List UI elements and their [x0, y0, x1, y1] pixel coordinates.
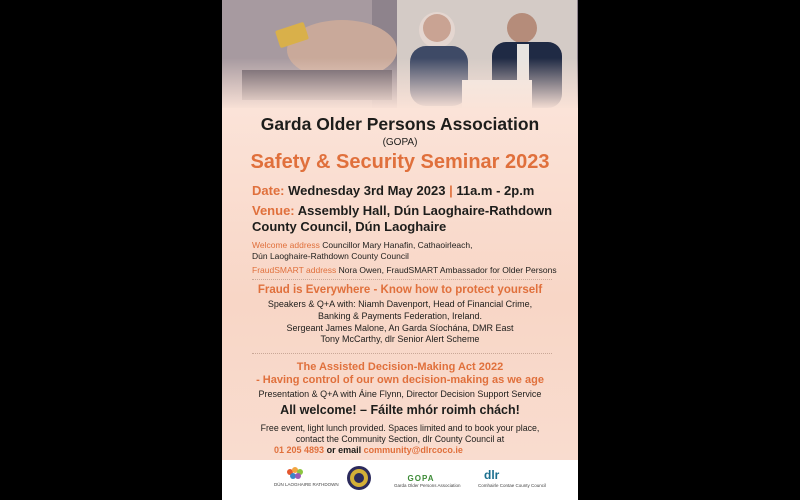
venue-line2: County Council, Dún Laoghaire: [252, 219, 447, 234]
booking-line2: contact the Community Section, dlr County Council at: [295, 434, 505, 444]
fraud-speakers-line2: Banking & Payments Federation, Ireland.: [317, 310, 483, 321]
fraudsmart-label: FraudSMART address: [252, 265, 337, 275]
gopa-logo-text: Garda Older Persons Association: [394, 483, 461, 488]
gopa-logo-letters: GOPA: [407, 474, 435, 483]
dlr-council-logo-text: Comhairle Contae County Council: [478, 483, 547, 488]
gopa-logo: [404, 468, 438, 482]
seminar-title: Safety & Security Seminar 2023: [250, 151, 550, 173]
organisation-name: Garda Older Persons Association: [260, 114, 540, 134]
dlr-rathdown-logo: [282, 464, 322, 484]
venue-block: [252, 203, 552, 235]
fraudsmart-value: Nora Owen, FraudSMART Ambassador for Older Persons: [338, 265, 557, 275]
act-presenter: Presentation & Q+A with Áine Flynn, Director Decision Support Service: [258, 389, 542, 399]
contact-line: [274, 445, 463, 455]
seminar-poster: [222, 0, 578, 500]
date-label: Date:: [252, 183, 285, 198]
venue-label: Venue:: [252, 203, 295, 218]
garda-crest-logo: [346, 465, 372, 491]
event-date-line: [252, 183, 534, 198]
act-session-title-line2: - Having control of our own decision-making as we age: [256, 374, 544, 386]
photo-fade-overlay: [222, 58, 578, 110]
booking-info: [222, 423, 578, 445]
date-time-separator: |: [449, 183, 453, 198]
venue-line1: Assembly Hall, Dún Laoghaire-Rathdown: [297, 203, 553, 218]
dlr-council-logo-letters: dlr: [484, 468, 500, 482]
header-photo: [222, 0, 578, 108]
time-value: 11a.m - 2p.m: [456, 183, 535, 198]
section-divider: [252, 279, 552, 280]
welcome-address-line1: Councillor Mary Hanafin, Cathaoirleach,: [322, 240, 473, 250]
booking-line1: Free event, light lunch provided. Spaces limited and to book your place,: [260, 423, 540, 433]
welcome-address-label: Welcome address: [252, 240, 320, 250]
logo-strip: [222, 460, 578, 500]
phone-number: 01 205 4893: [274, 445, 325, 455]
or-email-text: or email: [326, 445, 362, 455]
organisation-abbreviation: (GOPA): [382, 137, 418, 148]
fraudsmart-address: [252, 265, 557, 276]
welcome-address: [252, 240, 473, 262]
fraud-speakers-line1: Speakers & Q+A with: Niamh Davenport, Head of Financial Crime,: [267, 299, 533, 309]
date-value: Wednesday 3rd May 2023: [288, 183, 446, 198]
act-session-title-line1: The Assisted Decision-Making Act 2022: [296, 361, 504, 373]
section-divider: [252, 353, 552, 354]
email-link[interactable]: community@dlrcoco.ie: [363, 445, 463, 455]
fraud-speakers: [222, 299, 578, 322]
speaker-garda: Sergeant James Malone, An Garda Síochána, DMR East: [286, 323, 514, 333]
dlr-rathdown-logo-text: DÚN LAOGHAIRE RATHDOWN: [274, 482, 339, 487]
welcome-address-line2: Dún Laoghaire-Rathdown County Council: [252, 251, 409, 261]
all-welcome-banner: All welcome! – Fáilte mhór roimh chách!: [280, 403, 520, 417]
dlr-council-logo: [484, 466, 524, 484]
speaker-alert-scheme: Tony McCarthy, dlr Senior Alert Scheme: [320, 334, 480, 344]
fraud-session-title: Fraud is Everywhere - Know how to protect yourself: [257, 284, 543, 296]
